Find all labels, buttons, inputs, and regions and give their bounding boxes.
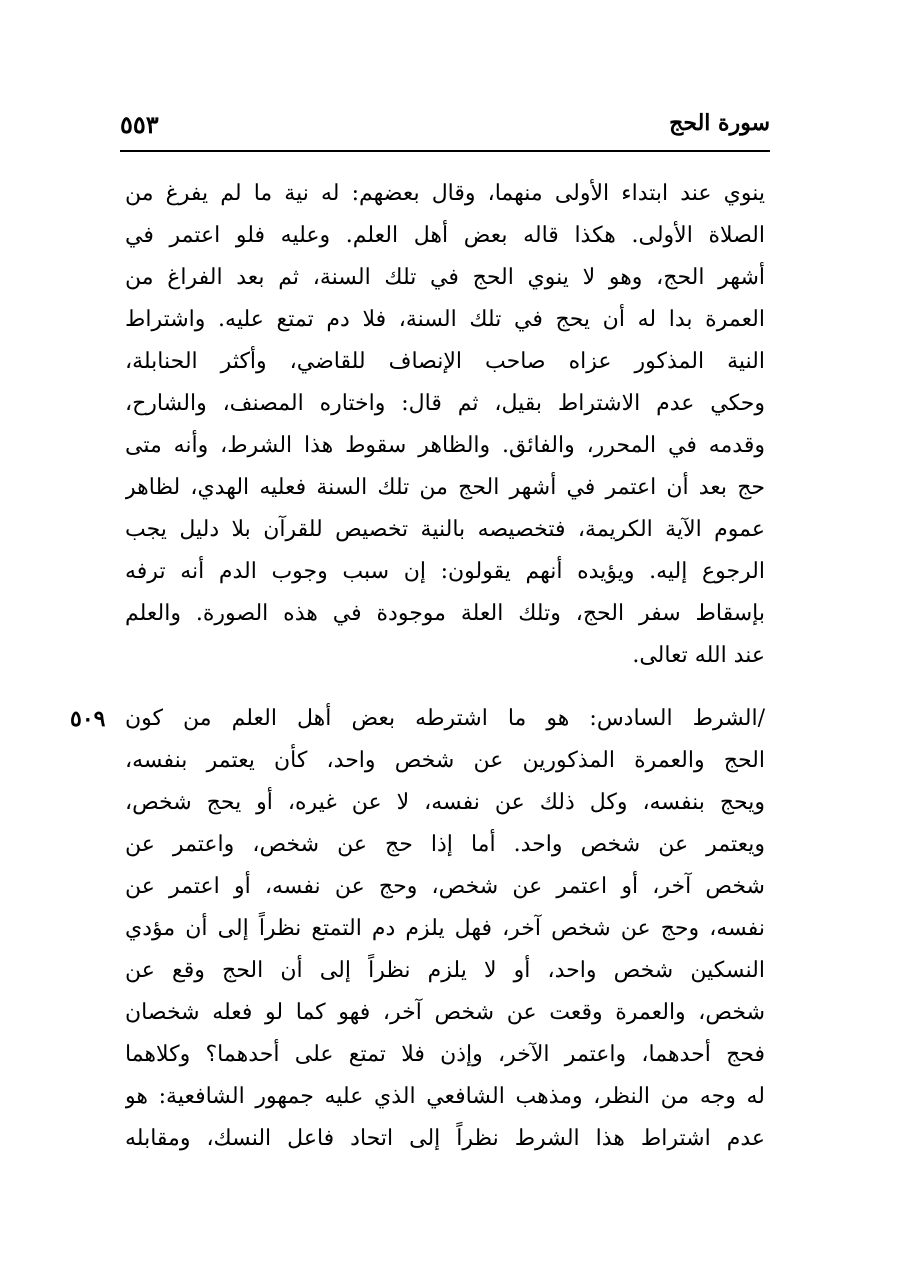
text-line: حج بعد أن اعتمر في أشهر الحج من تلك السنة فعليه الهدي، لظاهر	[125, 475, 765, 500]
text-line: العمرة بدا له أن يحج في تلك السنة، فلا دم تمتع عليه. واشتراط	[125, 307, 765, 332]
text-line: شخص، والعمرة وقعت عن شخص آخر، فهو كما لو فعله شخصان	[125, 1000, 765, 1025]
text-line: النسكين شخص واحد، أو لا يلزم نظراً إلى أن الحج وقع عن	[125, 958, 765, 983]
text-line: نفسه، وحج عن شخص آخر، فهل يلزم دم التمتع نظراً إلى أن مؤدي	[125, 916, 765, 941]
text-line: النية المذكور عزاه صاحب الإنصاف للقاضي، وأكثر الحنابلة،	[125, 349, 765, 374]
margin-page-number: ٥٠٩	[70, 706, 106, 732]
running-title: سورة الحج	[669, 110, 770, 136]
text-line: ويحج بنفسه، وكل ذلك عن نفسه، لا عن غيره، أو يحج شخص،	[125, 790, 765, 815]
text-line: بإسقاط سفر الحج، وتلك العلة موجودة في هذه الصورة. والعلم	[125, 601, 765, 626]
text-line: فحج أحدهما، واعتمر الآخر، وإذن فلا تمتع على أحدهما؟ وكلاهما	[125, 1042, 765, 1067]
text-line: الصلاة الأولى. هكذا قاله بعض أهل العلم. وعليه فلو اعتمر في	[125, 223, 765, 248]
header-rule	[120, 150, 770, 152]
text-line: وحكي عدم الاشتراط بقيل، ثم قال: واختاره المصنف، والشارح،	[125, 391, 765, 416]
text-line: ينوي عند ابتداء الأولى منهما، وقال بعضهم: له نية ما لم يفرغ من	[125, 181, 765, 206]
text-line: وقدمه في المحرر، والفائق. والظاهر سقوط هذا الشرط، وأنه متى	[125, 433, 765, 458]
text-line: شخص آخر، أو اعتمر عن شخص، وحج عن نفسه، أو اعتمر عن	[125, 874, 765, 899]
paragraph-1	[125, 173, 765, 677]
text-line: أشهر الحج، وهو لا ينوي الحج في تلك السنة، ثم بعد الفراغ من	[125, 265, 765, 290]
text-line: عدم اشتراط هذا الشرط نظراً إلى اتحاد فاعل النسك، ومقابله	[125, 1126, 765, 1151]
text-line: /الشرط السادس: هو ما اشترطه بعض أهل العلم من كون	[125, 706, 765, 731]
text-line: عموم الآية الكريمة، فتخصيصه بالنية تخصيص للقرآن بلا دليل يجب	[125, 517, 765, 542]
text-line: له وجه من النظر، ومذهب الشافعي الذي عليه جمهور الشافعية: هو	[125, 1084, 765, 1109]
text-line: ويعتمر عن شخص واحد. أما إذا حج عن شخص، واعتمر عن	[125, 832, 765, 857]
text-line: عند الله تعالى.	[632, 643, 765, 668]
page-number: ٥٥٣	[120, 110, 159, 139]
page-header	[120, 110, 770, 152]
paragraph-2	[125, 698, 765, 1160]
text-line: الحج والعمرة المذكورين عن شخص واحد، كأن يعتمر بنفسه،	[125, 748, 765, 773]
text-line: الرجوع إليه. ويؤيده أنهم يقولون: إن سبب وجوب الدم أنه ترفه	[125, 559, 765, 584]
